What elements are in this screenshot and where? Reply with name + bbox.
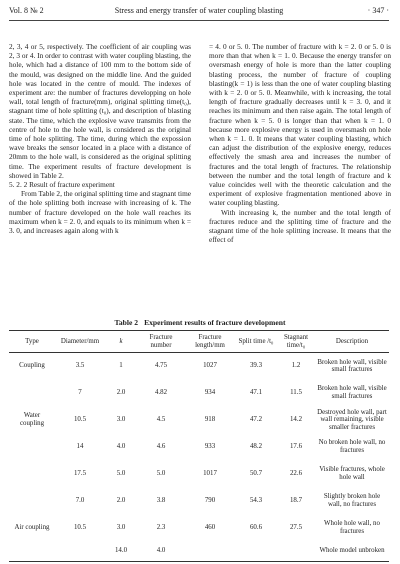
table-caption <box>0 318 400 328</box>
split-time-cell: 39.3 <box>249 362 263 370</box>
table-number: Table 2 <box>114 318 139 327</box>
fracture-length-cell: 933 <box>204 443 216 451</box>
header-cell: k <box>105 331 137 353</box>
table-row <box>9 542 389 562</box>
split-time-cell: 54.3 <box>249 497 263 505</box>
description-cell: Destroyed hole wall, part wall remaining, visible smaller fractures <box>317 408 387 431</box>
type-cell <box>9 542 55 562</box>
k-cell: 1 <box>119 362 123 370</box>
stagnant-time-cell: 1.2 <box>291 362 301 370</box>
split-time-cell: 48.2 <box>249 443 263 451</box>
fracture-number-cell: 4.75 <box>154 362 168 370</box>
table-row <box>9 515 389 542</box>
paragraph: With increasing k, the number and the total length of fractures reduce and the splitting time of fracture and the stagnant time of the hole splitting increase. It means that the effect of <box>209 207 391 245</box>
stagnant-time-cell: 17.6 <box>289 443 303 451</box>
description-cell: Visible fractures, whole hole wall <box>319 466 385 481</box>
paragraph: 2, 3, 4 or 5, respectively. The coefficient of air coupling was 2, 3 or 4. In order to contrast with water coupling blasting, the hole, which had a distance of 100 mm to the bottom side of the mould, was designed on the middle line. And the guided hole was located in the centre of mould. The indexes of experiment are: the number of fractures developping on hole wall, total length of fracture(mm), original splitting time(t₀), stagnant time of hole splitting (t₀), and description of blasting state. The time, which the explosive wave transmits from the centre of hole to the hole wall, is considered as the original time of hole splitting. The time, during which the expossion wave breaks the sensor located in a place with a distance of 20mm to the hole wall, is considered as the original splitting time. The experiment results of fracture development is showed in Table 2. <box>9 42 191 180</box>
description-cell: Broken hole wall, visible small fractures <box>317 385 387 400</box>
right-column <box>209 42 391 244</box>
table-row <box>9 461 389 488</box>
k-cell: 14.0 <box>105 542 137 562</box>
stagnant-time-cell <box>277 542 315 562</box>
type-cell <box>9 434 55 461</box>
stagnant-time-cell: 11.5 <box>290 389 302 397</box>
fracture-number-cell: 4.5 <box>156 416 166 424</box>
paragraph: = 4. 0 or 5. 0. The number of fracture with k = 2. 0 or 5. 0 is more than that when k = 1. 0. Because the energy transfer on oversmash energy of hole is more than the latter coupling blasting process, the number of fracture of coupling blasting(k = 1) is less than the one of water coupling blasting with k = 2. 0 or 5. 0. Meanwhile, with k increasing, the total length of fracture gradually decreases until k = 3. 0, and it reaches its minimum and then raise again. The total length of fracture when k = 5. 0 is longer than that when k = 1. 0 because more explosive energy is used in oversmash on hole when k = 1. 0. It means that water coupling blasting, which can adjust the distribution of the explosive energy, reduces effectively the smash area and increases the number of fractures and the total length of fractures. The relationship between the number and the total length of fracture and k value coincides well with the theoretic calculation and the experiment of explosive fragmentation mentioned above in water coupling blasting. <box>209 42 391 208</box>
description-cell: Whole model unbroken <box>315 542 389 562</box>
header-cell: Split time /t₀ <box>235 331 277 353</box>
fracture-length-cell: 1017 <box>203 470 217 478</box>
diameter-cell: 10.5 <box>73 416 87 424</box>
k-cell: 2.0 <box>116 389 126 397</box>
table-row <box>9 434 389 461</box>
type-cell <box>9 380 55 407</box>
diameter-cell: 7.0 <box>75 497 85 505</box>
header-cell: Stagnant time/t₀ <box>277 331 315 353</box>
fracture-length-cell: 460 <box>204 524 216 532</box>
diameter-cell: 10.5 <box>73 524 87 532</box>
body-text <box>9 42 389 298</box>
header-cell: Description <box>315 331 389 353</box>
type-cell: Air coupling <box>14 524 50 532</box>
diameter-cell: 3.5 <box>75 362 85 370</box>
table-row <box>9 380 389 407</box>
page-number: · 347 · <box>367 6 389 15</box>
fracture-length-cell: 918 <box>204 416 216 424</box>
table-title: Experiment results of fracture development <box>144 318 286 327</box>
stagnant-time-cell: 27.5 <box>289 524 303 532</box>
diameter-cell: 17.5 <box>73 470 87 478</box>
type-cell <box>9 461 55 488</box>
diameter-cell: 7 <box>78 389 82 397</box>
k-cell: 3.0 <box>116 524 126 532</box>
k-cell: 4.0 <box>116 443 126 451</box>
table-row <box>9 353 389 380</box>
fracture-length-cell: 790 <box>204 497 216 505</box>
header-cell: Fracture length/mm <box>185 331 235 353</box>
fracture-number-cell: 5.0 <box>156 470 166 478</box>
running-header <box>9 4 389 18</box>
running-title: Stress and energy transfer of water coupling blasting <box>114 6 284 15</box>
stagnant-time-cell: 14.2 <box>289 416 303 424</box>
diameter-cell <box>55 542 105 562</box>
k-cell: 2.0 <box>116 497 126 505</box>
table-row <box>9 488 389 515</box>
split-time-cell: 60.6 <box>249 524 263 532</box>
header-cell: Type <box>9 331 55 353</box>
k-cell: 5.0 <box>116 470 126 478</box>
table-row <box>9 407 389 434</box>
fracture-length-cell <box>185 542 235 562</box>
left-column <box>9 42 191 235</box>
diameter-cell: 14 <box>76 443 84 451</box>
results-table <box>9 330 389 562</box>
description-cell: Slightly broken hole wall, no fractures <box>323 493 381 508</box>
fracture-length-cell: 1027 <box>203 362 217 370</box>
split-time-cell: 50.7 <box>249 470 263 478</box>
k-cell: 3.0 <box>116 416 126 424</box>
header-cell: Diameter/mm <box>55 331 105 353</box>
fracture-number-cell: 4.82 <box>154 389 168 397</box>
fracture-number-cell: 3.8 <box>156 497 166 505</box>
type-cell <box>9 488 55 515</box>
table-header-row <box>9 331 389 353</box>
header-rule <box>9 20 389 21</box>
volume-issue: Vol. 8 № 2 <box>9 6 44 15</box>
fracture-number-cell: 4.0 <box>137 542 185 562</box>
stagnant-time-cell: 18.7 <box>289 497 303 505</box>
fracture-number-cell: 2.3 <box>156 524 166 532</box>
header-cell: Fracture number <box>137 331 185 353</box>
fracture-length-cell: 934 <box>204 389 216 397</box>
type-cell: Water coupling <box>19 412 45 427</box>
split-time-cell: 47.2 <box>249 416 263 424</box>
stagnant-time-cell: 22.6 <box>289 470 303 478</box>
description-cell: No broken hole wall, no fractures <box>318 439 386 454</box>
split-time-cell <box>235 542 277 562</box>
description-cell: Whole hole wall, no fractures <box>324 520 380 535</box>
fracture-number-cell: 4.6 <box>156 443 166 451</box>
split-time-cell: 47.1 <box>249 389 263 397</box>
description-cell: Broken hole wall, visible small fractures <box>317 358 387 374</box>
type-cell: Coupling <box>19 362 45 370</box>
paragraph: From Table 2, the original splitting time and stagnant time of the hole splitting both increase with increasing of k. The number of fracture developed on the hole wall reaches its maximum when k = 2. 0, and equals to its minimum when k = 3. 0, and increases again along with k <box>9 189 191 236</box>
section-heading: 5. 2. 2 Result of fracture experiment <box>9 180 115 190</box>
